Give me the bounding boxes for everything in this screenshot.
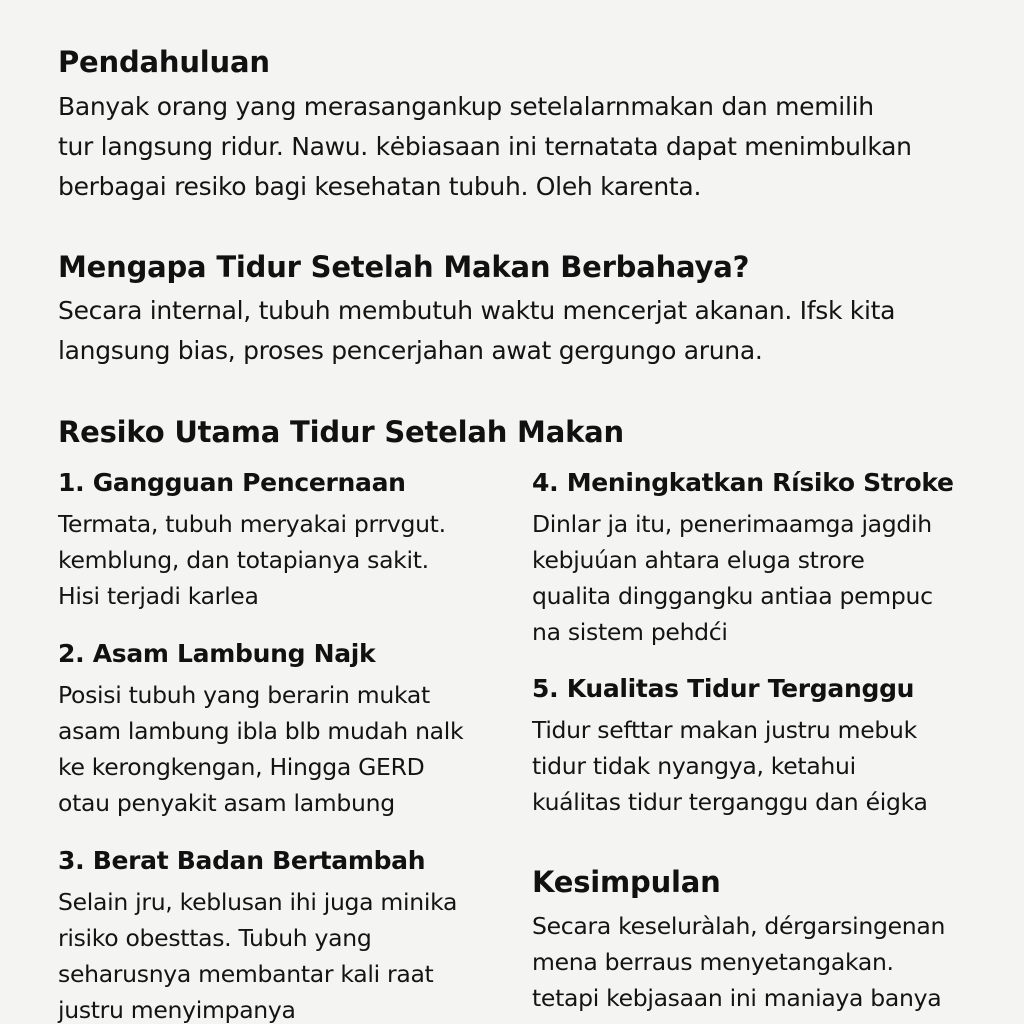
risk-line: kebjuúan ahtara eluga strore xyxy=(532,546,865,574)
conclusion-heading: Kesimpulan xyxy=(532,865,721,899)
risk-4-text xyxy=(532,506,933,650)
conclusion-line: Secara keseluràlah, dérgarsingenan xyxy=(532,912,946,940)
risk-line: seharusnya membantar kali raat xyxy=(58,960,434,988)
risk-line: qualita dinggangku antiaa pempuc xyxy=(532,582,933,610)
why-line: Secara internal, tubuh membutuh waktu mencerjat akanan. Ifsk kita xyxy=(58,296,896,325)
risk-3-text xyxy=(58,884,457,1024)
risk-4-title: 4. Meningkatkan Rísiko Stroke xyxy=(532,468,954,497)
risk-2-title: 2. Asam Lambung Najk xyxy=(58,639,376,668)
risk-line: Termata, tubuh meryakai prrvgut. xyxy=(58,510,446,538)
intro-line: berbagai resiko bagi kesehatan tubuh. Oleh karenta. xyxy=(58,172,702,201)
conclusion-line: mena berraus menyetangakan. xyxy=(532,948,894,976)
risk-line: tidur tidak nyangya, ketahui xyxy=(532,752,856,780)
risk-5-text xyxy=(532,712,928,820)
why-line: langsung bias, proses pencerjahan awat gergungo aruna. xyxy=(58,336,763,365)
risk-3-title: 3. Berat Badan Bertambah xyxy=(58,846,426,875)
why-paragraph xyxy=(58,291,895,371)
risk-line: Selain jru, keblusan ihi juga minika xyxy=(58,888,458,916)
intro-line: tur langsung ridur. Nawu. kėbiasaan ini ternatata dapat menimbulkan xyxy=(58,132,912,161)
risk-line: na sistem pehdći xyxy=(532,618,728,646)
risk-line: otau penyakit asam lambung xyxy=(58,789,395,817)
conclusion-text xyxy=(532,908,945,1016)
intro-line: Banyak orang yang merasangankup setelalarnmakan dan memilih xyxy=(58,92,874,121)
risk-1-text xyxy=(58,506,446,614)
why-heading: Mengapa Tidur Setelah Makan Berbahaya? xyxy=(58,250,750,284)
risk-1-title: 1. Gangguan Pencernaan xyxy=(58,468,406,497)
risks-heading: Resiko Utama Tidur Setelah Makan xyxy=(58,415,624,449)
risk-line: justru menyimpanya xyxy=(58,996,296,1024)
risk-line: asam lambung ibla blb mudah nalk xyxy=(58,717,464,745)
risk-line: risiko obesttas. Tubuh yang xyxy=(58,924,372,952)
risk-line: Hisi terjadi karlea xyxy=(58,582,259,610)
risk-line: kuálitas tidur terganggu dan éigka xyxy=(532,788,928,816)
risk-line: ke kerongkengan, Hingga GERD xyxy=(58,753,425,781)
risk-5-title: 5. Kualitas Tidur Terganggu xyxy=(532,674,915,703)
intro-heading: Pendahuluan xyxy=(58,45,270,79)
risk-line: Posisi tubuh yang berarin mukat xyxy=(58,681,430,709)
risk-line: kemblung, dan totapianya sakit. xyxy=(58,546,429,574)
risk-line: Dinlar ja itu, penerimaamga jagdih xyxy=(532,510,932,538)
intro-paragraph xyxy=(58,87,912,207)
conclusion-line: tetapi kebjasaan ini maniaya banya xyxy=(532,984,942,1012)
risk-line: Tidur sefttar makan justru mebuk xyxy=(532,716,917,744)
risk-2-text xyxy=(58,677,463,821)
